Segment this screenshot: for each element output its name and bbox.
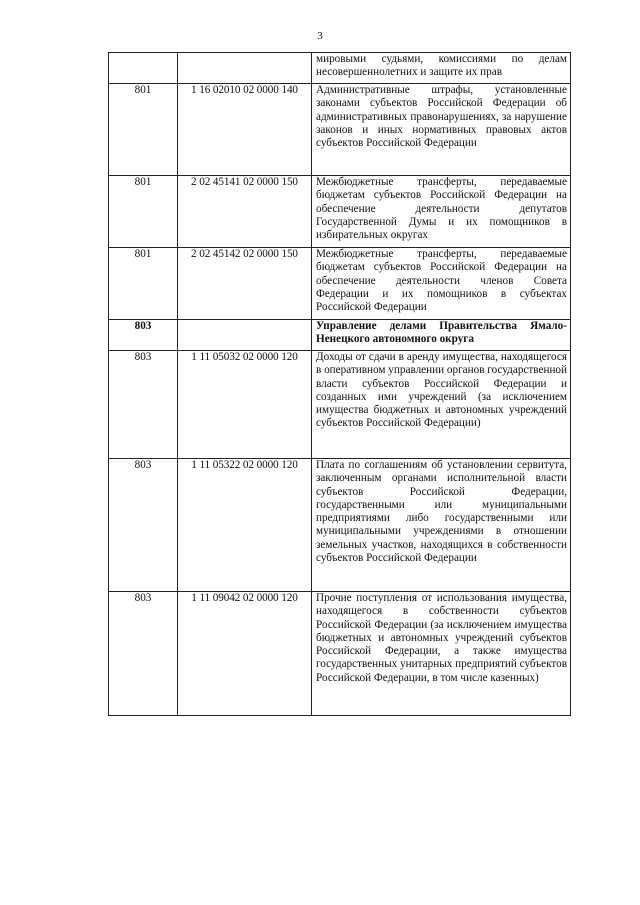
admin-code-cell: 803 <box>109 459 178 592</box>
budget-code-cell: 1 11 05322 02 0000 120 <box>178 459 312 592</box>
table-row <box>109 592 571 716</box>
description-cell: Прочие поступления от использования имущества, находящегося в собственности субъектов Российской Федерации (за исключением имущества бюджетных и автономных учреждений субъектов Российской Федерации, а также имущества государственных унитарных предприятий субъектов Российской Федерации, в том числе казенных) <box>312 592 571 716</box>
revenue-codes-table <box>108 52 571 716</box>
section-header-row <box>109 320 571 351</box>
admin-code-cell: 801 <box>109 176 178 248</box>
table-row <box>109 459 571 592</box>
description-cell: Межбюджетные трансферты, передаваемые бюджетам субъектов Российской Федерации на обеспечение деятельности членов Совета Федерации и их помощников в субъектах Российской Федерации <box>312 248 571 320</box>
budget-code-cell: 1 11 05032 02 0000 120 <box>178 351 312 459</box>
budget-code-cell: 1 16 02010 02 0000 140 <box>178 84 312 176</box>
description-cell: Доходы от сдачи в аренду имущества, находящегося в оперативном управлении органов государственной власти субъектов Российской Федерации и созданных ими учреждений (за исключением имущества бюджетных и автономных учреждений субъектов Российской Федерации) <box>312 351 571 459</box>
budget-code-cell: 2 02 45142 02 0000 150 <box>178 248 312 320</box>
admin-code-cell: 803 <box>109 592 178 716</box>
budget-code-cell <box>178 53 312 84</box>
description-cell: Межбюджетные трансферты, передаваемые бюджетам субъектов Российской Федерации на обеспечение деятельности депутатов Государственной Думы и их помощников в избирательных округах <box>312 176 571 248</box>
budget-code-cell: 1 11 09042 02 0000 120 <box>178 592 312 716</box>
table-row <box>109 248 571 320</box>
table-row <box>109 176 571 248</box>
description-cell: Плата по соглашениям об установлении сервитута, заключенным органами исполнительной власти субъектов Российской Федерации, государственными или муниципальными предприятиями либо государственными или муниципальными учреждениями в отношении земельных участков, находящихся в собственности субъектов Российской Федерации <box>312 459 571 592</box>
budget-code-cell <box>178 320 312 351</box>
admin-code-cell: 801 <box>109 248 178 320</box>
description-cell: Административные штрафы, установленные законами субъектов Российской Федерации об административных правонарушениях, за нарушение законов и иных нормативных правовых актов субъектов Российской Федерации <box>312 84 571 176</box>
admin-code-cell: 803 <box>109 320 178 351</box>
table-row <box>109 351 571 459</box>
section-title-cell: Управление делами Правительства Ямало-Ненецкого автономного округа <box>312 320 571 351</box>
admin-code-cell: 801 <box>109 84 178 176</box>
description-cell: мировыми судьями, комиссиями по делам несовершеннолетних и защите их прав <box>312 53 571 84</box>
page-number: 3 <box>317 30 323 42</box>
table-row <box>109 84 571 176</box>
table-row <box>109 53 571 84</box>
admin-code-cell: 803 <box>109 351 178 459</box>
budget-code-cell: 2 02 45141 02 0000 150 <box>178 176 312 248</box>
admin-code-cell <box>109 53 178 84</box>
